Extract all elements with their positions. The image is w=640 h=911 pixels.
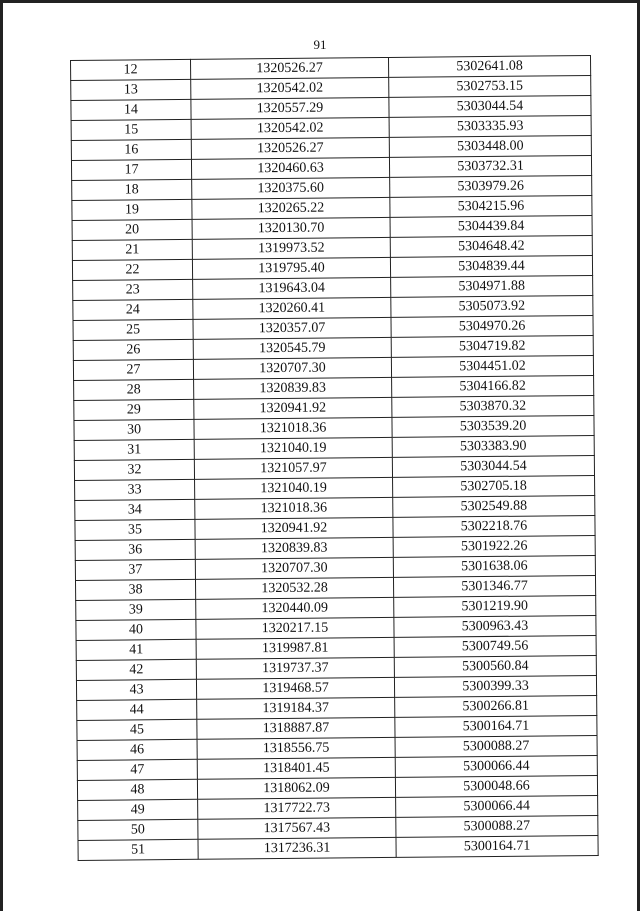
point-number-cell: 26 bbox=[73, 339, 193, 360]
x-coordinate-cell: 1318062.09 bbox=[197, 777, 395, 799]
y-coordinate-cell: 5303870.32 bbox=[392, 395, 594, 417]
x-coordinate-cell: 1320265.22 bbox=[192, 197, 390, 219]
x-coordinate-cell: 1320542.02 bbox=[191, 77, 389, 99]
point-number-cell: 28 bbox=[74, 379, 194, 400]
x-coordinate-cell: 1319468.57 bbox=[196, 677, 394, 699]
y-coordinate-cell: 5300164.71 bbox=[395, 715, 597, 737]
x-coordinate-cell: 1317236.31 bbox=[198, 837, 396, 859]
y-coordinate-cell: 5301346.77 bbox=[393, 575, 595, 597]
y-coordinate-cell: 5303539.20 bbox=[392, 415, 594, 437]
y-coordinate-cell: 5303044.54 bbox=[389, 96, 591, 118]
table-row bbox=[78, 835, 598, 860]
y-coordinate-cell: 5300266.81 bbox=[395, 695, 597, 717]
page-border-top bbox=[0, 0, 640, 3]
point-number-cell: 27 bbox=[73, 359, 193, 380]
point-number-cell: 24 bbox=[73, 299, 193, 320]
y-coordinate-cell: 5304970.26 bbox=[391, 315, 593, 337]
y-coordinate-cell: 5303732.31 bbox=[389, 155, 591, 177]
point-number-cell: 44 bbox=[77, 699, 197, 720]
y-coordinate-cell: 5303448.00 bbox=[389, 135, 591, 157]
x-coordinate-cell: 1320357.07 bbox=[193, 317, 391, 339]
point-number-cell: 36 bbox=[75, 539, 195, 560]
x-coordinate-cell: 1319973.52 bbox=[192, 237, 390, 259]
y-coordinate-cell: 5305073.92 bbox=[391, 295, 593, 317]
x-coordinate-cell: 1320707.30 bbox=[193, 357, 391, 379]
y-coordinate-cell: 5301638.06 bbox=[393, 555, 595, 577]
y-coordinate-cell: 5304215.96 bbox=[390, 195, 592, 217]
y-coordinate-cell: 5300963.43 bbox=[394, 615, 596, 637]
page-border-left bbox=[0, 0, 3, 911]
y-coordinate-cell: 5302218.76 bbox=[393, 515, 595, 537]
point-number-cell: 46 bbox=[77, 739, 197, 760]
y-coordinate-cell: 5301922.26 bbox=[393, 535, 595, 557]
y-coordinate-cell: 5303044.54 bbox=[392, 455, 594, 477]
point-number-cell: 38 bbox=[75, 579, 195, 600]
point-number-cell: 23 bbox=[73, 279, 193, 300]
x-coordinate-cell: 1320941.92 bbox=[195, 517, 393, 539]
x-coordinate-cell: 1318556.75 bbox=[197, 737, 395, 759]
x-coordinate-cell: 1319643.04 bbox=[193, 277, 391, 299]
x-coordinate-cell: 1317722.73 bbox=[198, 797, 396, 819]
x-coordinate-cell: 1320460.63 bbox=[191, 157, 389, 179]
point-number-cell: 33 bbox=[75, 479, 195, 500]
point-number-cell: 25 bbox=[73, 319, 193, 340]
point-number-cell: 39 bbox=[76, 599, 196, 620]
x-coordinate-cell: 1321018.36 bbox=[195, 497, 393, 519]
point-number-cell: 31 bbox=[74, 439, 194, 460]
point-number-cell: 48 bbox=[77, 779, 197, 800]
y-coordinate-cell: 5303383.90 bbox=[392, 435, 594, 457]
x-coordinate-cell: 1320557.29 bbox=[191, 97, 389, 119]
y-coordinate-cell: 5304439.84 bbox=[390, 215, 592, 237]
point-number-cell: 42 bbox=[76, 659, 196, 680]
x-coordinate-cell: 1319795.40 bbox=[192, 257, 390, 279]
y-coordinate-cell: 5300088.27 bbox=[395, 735, 597, 757]
point-number-cell: 13 bbox=[71, 79, 191, 100]
y-coordinate-cell: 5304839.44 bbox=[390, 255, 592, 277]
x-coordinate-cell: 1320532.28 bbox=[195, 577, 393, 599]
y-coordinate-cell: 5300560.84 bbox=[394, 655, 596, 677]
point-number-cell: 21 bbox=[72, 239, 192, 260]
y-coordinate-cell: 5304719.82 bbox=[391, 335, 593, 357]
y-coordinate-cell: 5300088.27 bbox=[396, 815, 598, 837]
point-number-cell: 20 bbox=[72, 219, 192, 240]
y-coordinate-cell: 5300048.66 bbox=[395, 775, 597, 797]
page-number: 91 bbox=[313, 37, 327, 52]
x-coordinate-cell: 1320440.09 bbox=[196, 597, 394, 619]
point-number-cell: 49 bbox=[78, 799, 198, 820]
point-number-cell: 45 bbox=[77, 719, 197, 740]
y-coordinate-cell: 5304451.02 bbox=[391, 355, 593, 377]
x-coordinate-cell: 1320260.41 bbox=[193, 297, 391, 319]
point-number-cell: 37 bbox=[75, 559, 195, 580]
y-coordinate-cell: 5300749.56 bbox=[394, 635, 596, 657]
y-coordinate-cell: 5302705.18 bbox=[393, 475, 595, 497]
point-number-cell: 35 bbox=[75, 519, 195, 540]
y-coordinate-cell: 5304971.88 bbox=[391, 275, 593, 297]
x-coordinate-cell: 1321040.19 bbox=[194, 437, 392, 459]
point-number-cell: 51 bbox=[78, 839, 198, 860]
x-coordinate-cell: 1318401.45 bbox=[197, 757, 395, 779]
x-coordinate-cell: 1320707.30 bbox=[195, 557, 393, 579]
point-number-cell: 16 bbox=[71, 139, 191, 160]
coordinates-table-body bbox=[71, 56, 599, 861]
y-coordinate-cell: 5300066.44 bbox=[396, 795, 598, 817]
y-coordinate-cell: 5304166.82 bbox=[392, 375, 594, 397]
x-coordinate-cell: 1321040.19 bbox=[195, 477, 393, 499]
x-coordinate-cell: 1321057.97 bbox=[194, 457, 392, 479]
coordinates-table bbox=[70, 55, 599, 861]
x-coordinate-cell: 1319184.37 bbox=[197, 697, 395, 719]
x-coordinate-cell: 1320542.02 bbox=[191, 117, 389, 139]
y-coordinate-cell: 5302549.88 bbox=[393, 495, 595, 517]
point-number-cell: 19 bbox=[72, 199, 192, 220]
x-coordinate-cell: 1317567.43 bbox=[198, 817, 396, 839]
x-coordinate-cell: 1318887.87 bbox=[197, 717, 395, 739]
point-number-cell: 32 bbox=[74, 459, 194, 480]
point-number-cell: 40 bbox=[76, 619, 196, 640]
point-number-cell: 15 bbox=[71, 119, 191, 140]
point-number-cell: 18 bbox=[72, 179, 192, 200]
x-coordinate-cell: 1320526.27 bbox=[191, 137, 389, 159]
y-coordinate-cell: 5303979.26 bbox=[390, 175, 592, 197]
point-number-cell: 47 bbox=[77, 759, 197, 780]
point-number-cell: 50 bbox=[78, 819, 198, 840]
x-coordinate-cell: 1320839.83 bbox=[194, 377, 392, 399]
point-number-cell: 14 bbox=[71, 99, 191, 120]
y-coordinate-cell: 5300399.33 bbox=[394, 675, 596, 697]
x-coordinate-cell: 1321018.36 bbox=[194, 417, 392, 439]
point-number-cell: 12 bbox=[71, 59, 191, 80]
point-number-cell: 17 bbox=[71, 159, 191, 180]
y-coordinate-cell: 5301219.90 bbox=[394, 595, 596, 617]
y-coordinate-cell: 5302641.08 bbox=[388, 56, 590, 78]
x-coordinate-cell: 1320526.27 bbox=[190, 57, 388, 79]
y-coordinate-cell: 5303335.93 bbox=[389, 116, 591, 138]
x-coordinate-cell: 1320839.83 bbox=[195, 537, 393, 559]
y-coordinate-cell: 5302753.15 bbox=[389, 76, 591, 98]
y-coordinate-cell: 5304648.42 bbox=[390, 235, 592, 257]
y-coordinate-cell: 5300066.44 bbox=[395, 755, 597, 777]
x-coordinate-cell: 1320375.60 bbox=[192, 177, 390, 199]
x-coordinate-cell: 1319737.37 bbox=[196, 657, 394, 679]
x-coordinate-cell: 1320217.15 bbox=[196, 617, 394, 639]
x-coordinate-cell: 1320545.79 bbox=[193, 337, 391, 359]
x-coordinate-cell: 1320130.70 bbox=[192, 217, 390, 239]
x-coordinate-cell: 1320941.92 bbox=[194, 397, 392, 419]
point-number-cell: 30 bbox=[74, 419, 194, 440]
point-number-cell: 41 bbox=[76, 639, 196, 660]
point-number-cell: 29 bbox=[74, 399, 194, 420]
point-number-cell: 22 bbox=[72, 259, 192, 280]
point-number-cell: 43 bbox=[76, 679, 196, 700]
y-coordinate-cell: 5300164.71 bbox=[396, 835, 598, 857]
point-number-cell: 34 bbox=[75, 499, 195, 520]
x-coordinate-cell: 1319987.81 bbox=[196, 637, 394, 659]
